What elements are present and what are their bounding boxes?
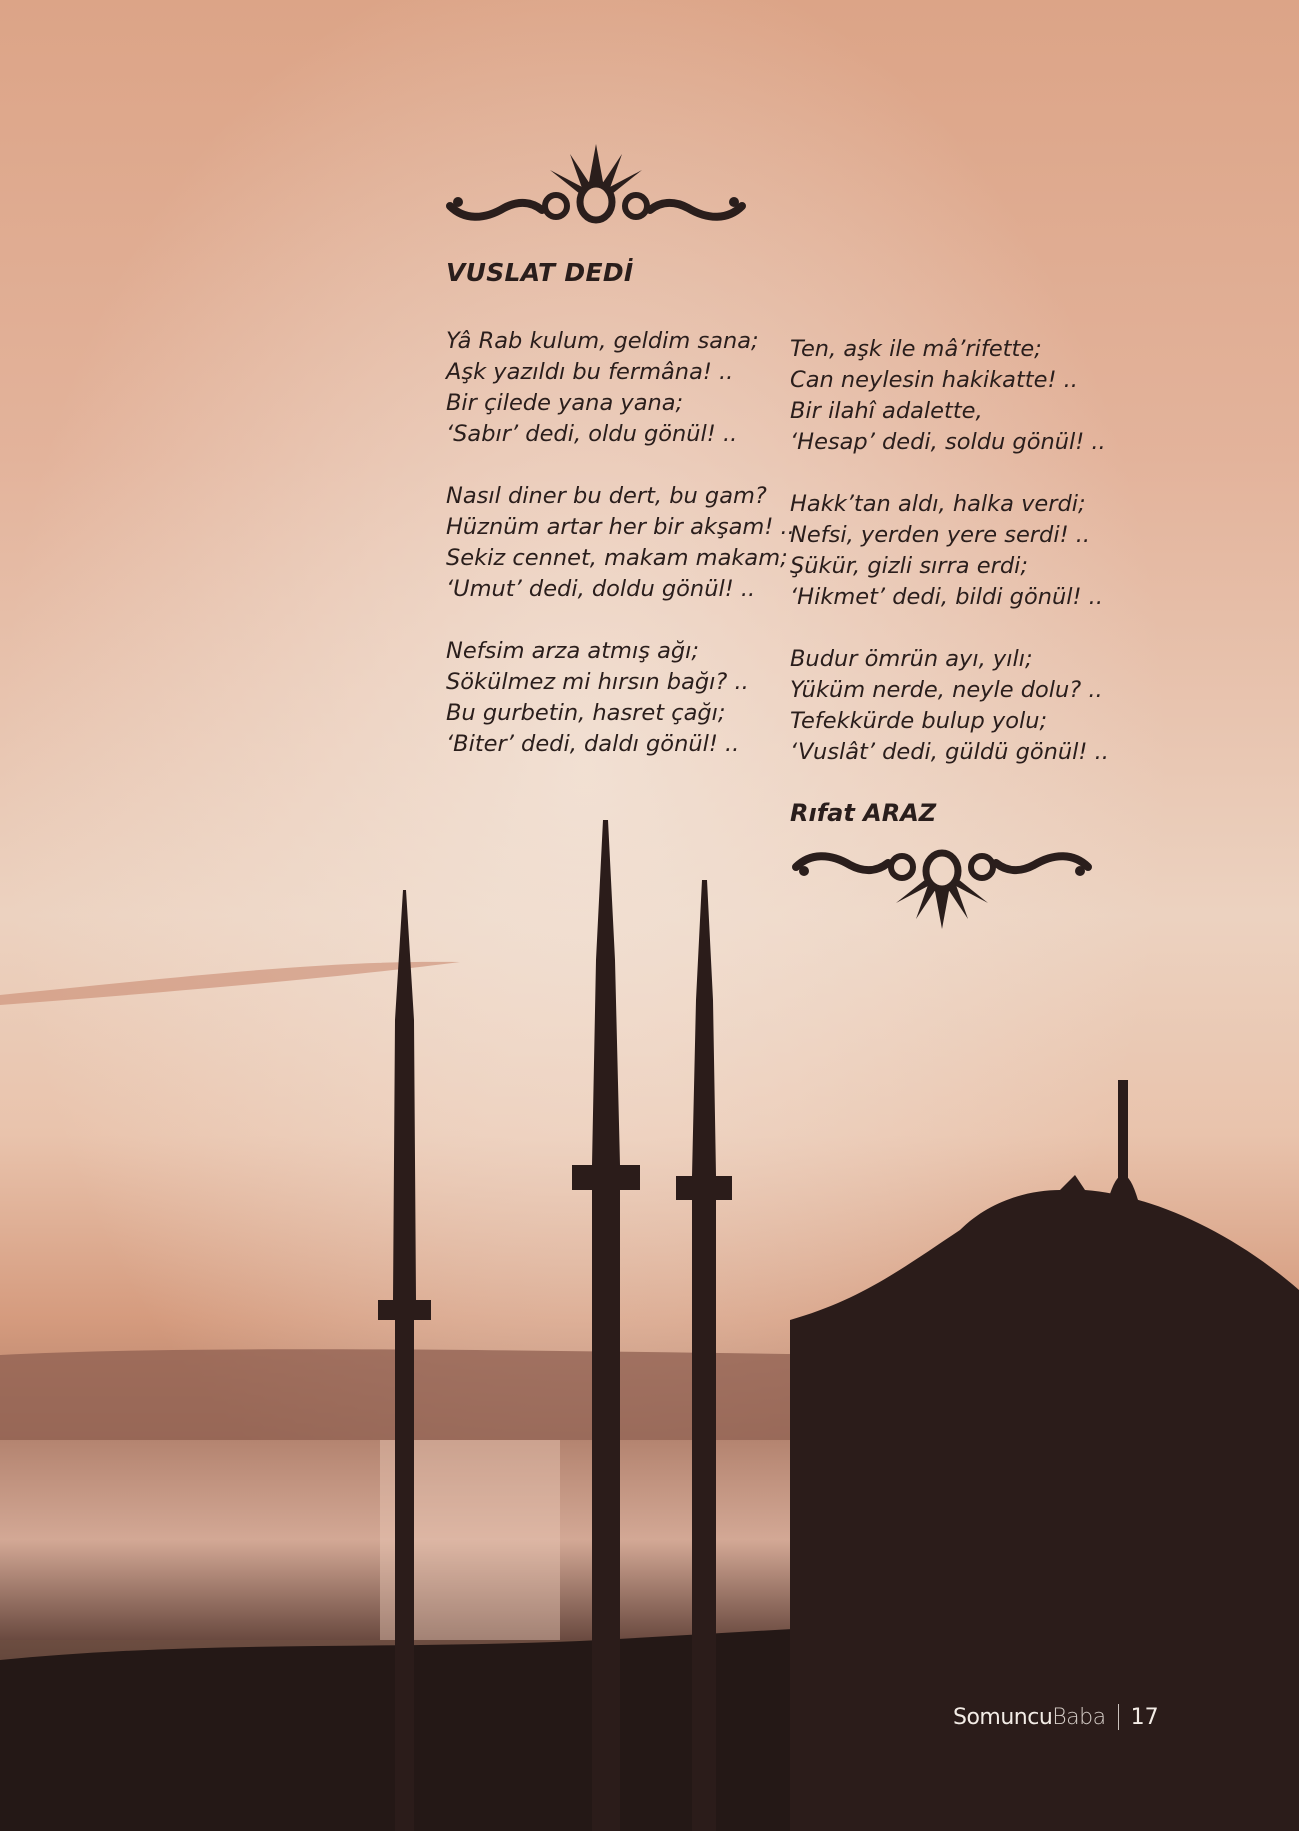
page-footer <box>953 1704 1159 1730</box>
poem-author: Rıfat ARAZ <box>790 799 937 827</box>
poem-line: Tefekkürde bulup yolu; <box>790 708 1048 734</box>
poem-column-left <box>446 326 795 791</box>
poem-line: Yüküm nerde, neyle dolu? .. <box>790 677 1103 703</box>
poem-column-right <box>790 334 1130 799</box>
poem-line: ‘Sabır’ dedi, oldu gönül! .. <box>446 421 738 447</box>
poem-line: Bir çilede yana yana; <box>446 390 684 416</box>
poem-line: Şükür, gizli sırra erdi; <box>790 553 1028 579</box>
poem-line: Hüznüm artar her bir akşam! .. <box>446 514 795 540</box>
poem-line: Budur ömrün ayı, yılı; <box>790 646 1033 672</box>
poem-line: ‘Hikmet’ dedi, bildi gönül! .. <box>790 584 1103 610</box>
brand-name-suffix: Baba <box>1052 1704 1106 1730</box>
poem-line: Hakk’tan aldı, halka verdi; <box>790 491 1086 517</box>
poem-line: Yâ Rab kulum, geldim sana; <box>446 328 759 354</box>
poem-line: Nefsim arza atmış ağı; <box>446 638 699 664</box>
poem-line: Can neylesin hakikatte! .. <box>790 367 1078 393</box>
poem-line: Sökülmez mi hırsın bağı? .. <box>446 669 749 695</box>
stanza <box>790 644 1130 768</box>
poem-line: Bu gurbetin, hasret çağı; <box>446 700 726 726</box>
footer-divider <box>1118 1704 1119 1730</box>
page-number: 17 <box>1130 1704 1159 1730</box>
poem-line: ‘Hesap’ dedi, soldu gönül! .. <box>790 429 1106 455</box>
poem-line: Ten, aşk ile mâ’rifette; <box>790 336 1042 362</box>
poem-line: Nefsi, yerden yere serdi! .. <box>790 522 1091 548</box>
poem-line: Aşk yazıldı bu fermâna! .. <box>446 359 734 385</box>
stanza <box>446 481 795 605</box>
poem-line: ‘Vuslât’ dedi, güldü gönül! .. <box>790 739 1109 765</box>
ornament-icon <box>790 833 1094 933</box>
poem-line: Bir ilahî adalette, <box>790 398 983 424</box>
brand-name: Somuncu <box>953 1704 1053 1730</box>
poem-line: ‘Biter’ dedi, daldı gönül! .. <box>446 731 740 757</box>
stanza <box>790 489 1130 613</box>
poem-line: Nasıl diner bu dert, bu gam? <box>446 483 767 509</box>
stanza <box>446 636 786 760</box>
stanza <box>446 326 786 450</box>
poem-line: ‘Umut’ dedi, doldu gönül! .. <box>446 576 756 602</box>
ornament-icon <box>444 140 748 240</box>
poem-line: Sekiz cennet, makam makam; <box>446 545 788 571</box>
stanza <box>790 334 1130 458</box>
poem-title: VUSLAT DEDİ <box>446 258 634 287</box>
